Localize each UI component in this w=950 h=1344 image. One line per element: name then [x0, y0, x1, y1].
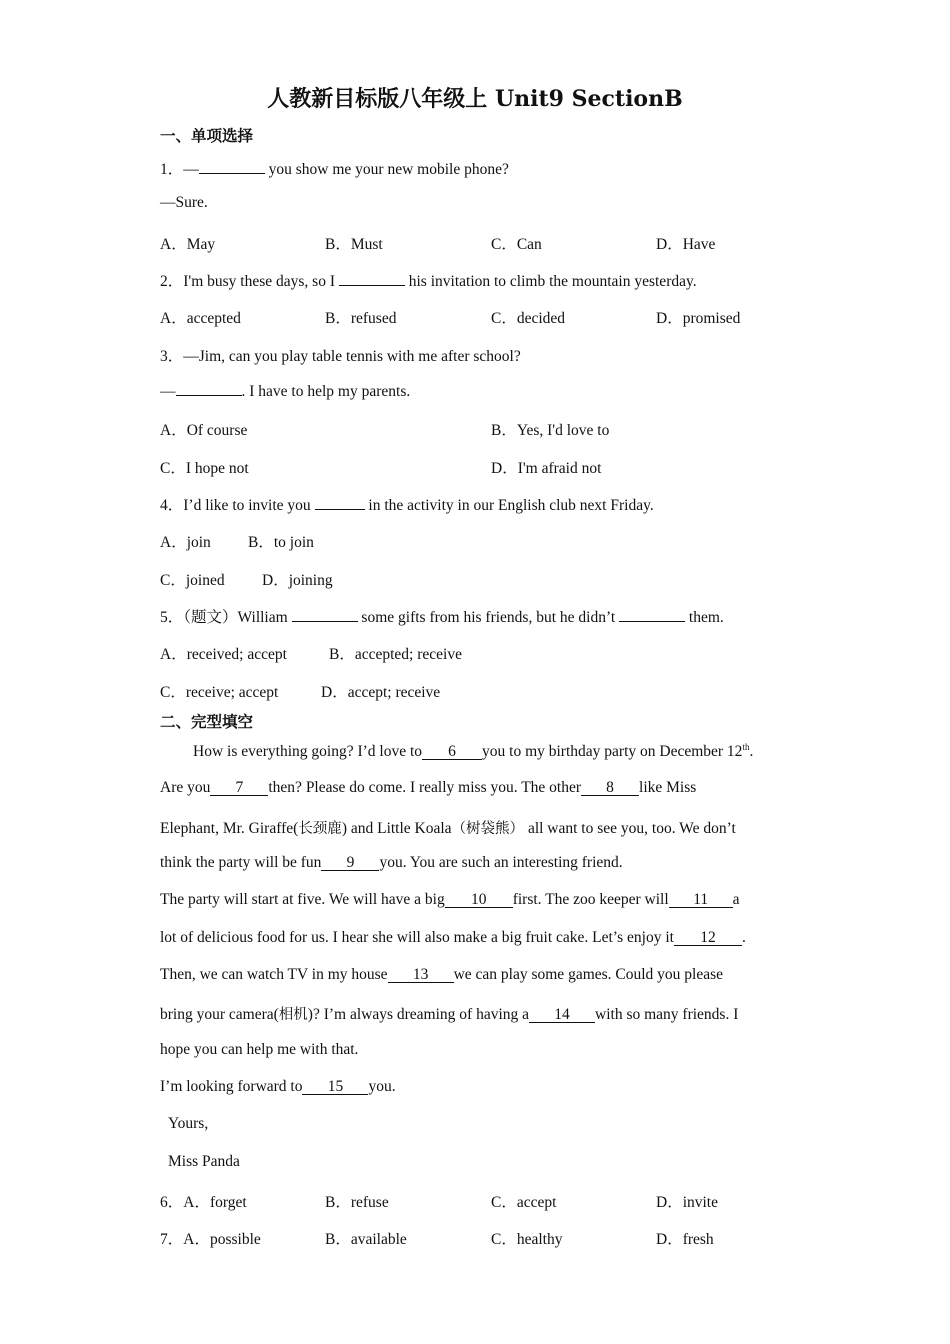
page-title: 人教新目标版八年级上 Unit9 SectionB	[267, 86, 683, 112]
blank-12: 12	[674, 930, 742, 946]
blank-8: 8	[581, 780, 639, 796]
dash: —	[160, 383, 176, 400]
answer-blank	[292, 607, 358, 622]
blank-10: 10	[445, 892, 513, 908]
stem-text: . I have to help my parents.	[241, 383, 411, 400]
blank-7: 7	[210, 780, 268, 796]
blank-13: 13	[388, 967, 454, 983]
q4-option-d: D．joining	[262, 572, 333, 589]
answer-blank	[339, 271, 405, 286]
stem-text: in the activity in our English club next Friday.	[364, 497, 654, 514]
passage-text: all want to see you, too. We don’t	[524, 820, 736, 837]
stem-text: 2．I'm busy these days, so I	[160, 273, 339, 290]
q7-option-b: B．available	[325, 1231, 407, 1248]
q6-option-b: B．refuse	[325, 1194, 389, 1211]
answer-blank	[619, 607, 685, 622]
passage-line-10	[160, 1078, 396, 1096]
passage-text: with so many friends. I	[595, 1006, 739, 1023]
blank-6: 6	[422, 744, 482, 760]
q2-option-b: B．refused	[325, 310, 397, 327]
chinese-gloss: 相机	[278, 1007, 308, 1023]
superscript: th	[742, 742, 750, 752]
letter-closing: Yours,	[168, 1115, 209, 1132]
q7-option-a: 7．A．possible	[160, 1231, 261, 1248]
passage-text: ) and Little Koala	[341, 820, 452, 837]
passage-line-3	[160, 817, 736, 838]
passage-text: .	[741, 929, 746, 946]
passage-text: you. You are such an interesting friend.	[379, 854, 623, 871]
blank-9: 9	[321, 855, 379, 871]
q4-option-a: A．join	[160, 534, 211, 551]
stem-text: you show me your new mobile phone?	[264, 161, 509, 178]
passage-text: Then, we can watch TV in my house	[160, 966, 388, 983]
chinese-gloss: （树袋熊）	[451, 821, 525, 837]
question-2-stem	[160, 269, 697, 291]
question-4-stem	[160, 493, 654, 515]
passage-text: How is everything going? I’d love to	[193, 743, 423, 761]
chinese-gloss: 长颈鹿	[298, 821, 342, 837]
q6-option-d: D．invite	[656, 1194, 718, 1211]
q7-option-c: C．healthy	[491, 1231, 563, 1248]
dash: —	[183, 161, 199, 178]
passage-text: lot of delicious food for us. I hear she will also make a big fruit cake. Let’s enjoy it	[160, 929, 674, 946]
passage-line-5	[160, 891, 740, 909]
q2-option-a: A．accepted	[160, 310, 241, 327]
question-3-reply	[160, 381, 410, 401]
q3-option-c: C．I hope not	[160, 460, 249, 477]
q7-option-d: D．fresh	[656, 1231, 714, 1248]
passage-text: think the party will be fun	[160, 854, 322, 871]
passage-text: then? Please do come. I really miss you. The other	[268, 779, 582, 796]
answer-blank	[176, 381, 242, 396]
passage-text: bring your camera(	[160, 1006, 279, 1023]
q2-option-d: D．promised	[656, 310, 741, 327]
answer-blank	[315, 495, 365, 510]
letter-signature: Miss Panda	[168, 1153, 240, 1170]
q3-option-d: D．I'm afraid not	[491, 460, 602, 477]
passage-line-8	[160, 1003, 738, 1024]
blank-11: 11	[669, 892, 733, 908]
q5-option-a: A．received; accept	[160, 646, 287, 663]
stem-text: some gifts from his friends, but he didn’t	[357, 609, 620, 626]
passage-text: you.	[368, 1078, 396, 1095]
stem-text: 5．（题文）William	[160, 609, 292, 626]
passage-text: I’m looking forward to	[160, 1078, 303, 1095]
question-1-answer-line: —Sure.	[160, 194, 208, 211]
question-number: 1．	[160, 161, 184, 178]
q5-option-b: B．accepted; receive	[329, 646, 462, 663]
passage-line-9: hope you can help me with that.	[160, 1041, 359, 1058]
answer-blank	[199, 159, 265, 174]
passage-text: .	[749, 743, 754, 761]
question-5-stem	[160, 605, 724, 627]
q1-option-c: C．Can	[491, 236, 542, 253]
passage-line-1	[193, 742, 753, 761]
q3-option-a: A．Of course	[160, 422, 248, 439]
passage-text: we can play some games. Could you please	[453, 966, 724, 983]
q2-option-c: C．decided	[491, 310, 566, 327]
q1-option-a: A．May	[160, 236, 216, 253]
q1-option-d: D．Have	[656, 236, 716, 253]
q3-option-b: B．Yes, I'd love to	[491, 422, 610, 439]
stem-text: his invitation to climb the mountain yesterday.	[404, 273, 697, 290]
section-heading-single-choice: 一、单项选择	[160, 127, 254, 145]
section-heading-cloze: 二、完型填空	[160, 713, 254, 731]
passage-text: like Miss	[639, 779, 697, 796]
passage-line-2	[160, 779, 696, 797]
blank-15: 15	[302, 1079, 368, 1095]
passage-text: The party will start at five. We will have a big	[160, 891, 445, 908]
passage-text: first. The zoo keeper will	[512, 891, 669, 908]
passage-line-6	[160, 929, 746, 947]
question-3-stem: 3．—Jim, can you play table tennis with me after school?	[160, 348, 521, 365]
passage-text: )? I’m always dreaming of having a	[307, 1006, 530, 1023]
passage-text: you to my birthday party on December 12	[482, 743, 743, 761]
stem-text: 4．I’d like to invite you	[160, 497, 315, 514]
passage-text: Are you	[160, 779, 211, 796]
q5-option-d: D．accept; receive	[321, 684, 441, 701]
blank-14: 14	[529, 1007, 595, 1023]
q4-option-c: C．joined	[160, 572, 225, 589]
passage-line-4	[160, 854, 623, 872]
q6-option-c: C．accept	[491, 1194, 557, 1211]
passage-text: Elephant, Mr. Giraffe(	[160, 820, 299, 837]
passage-text: a	[732, 891, 740, 908]
stem-text: them.	[685, 609, 724, 626]
q5-option-c: C．receive; accept	[160, 684, 279, 701]
question-1-stem	[160, 157, 509, 179]
passage-line-7	[160, 966, 723, 984]
q1-option-b: B．Must	[325, 236, 383, 253]
q6-option-a: 6．A．forget	[160, 1194, 247, 1211]
q4-option-b: B．to join	[248, 534, 314, 551]
